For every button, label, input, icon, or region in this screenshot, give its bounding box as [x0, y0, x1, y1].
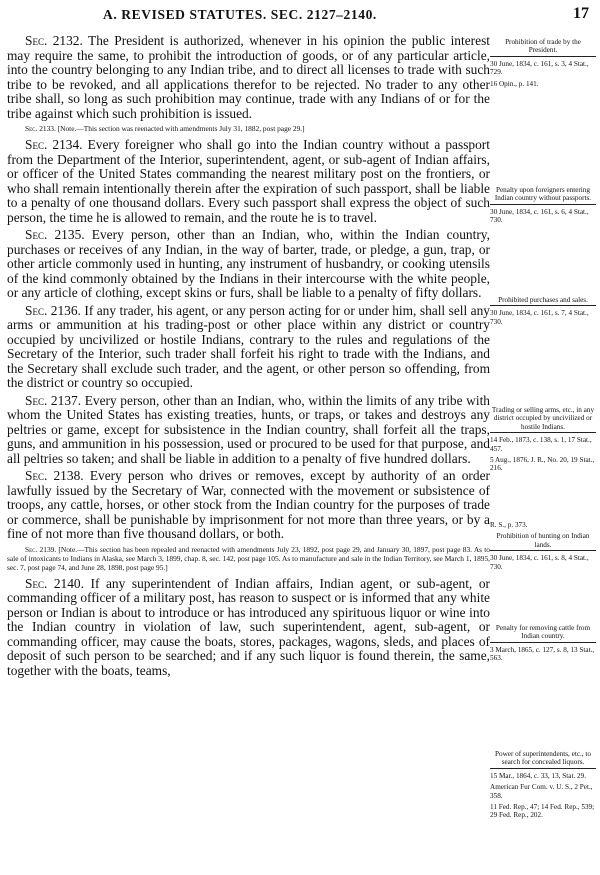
running-title: A. REVISED STATUTES. SEC. 2127–2140.	[103, 7, 377, 22]
margin-note-prohibited-purchases	[490, 296, 596, 329]
note-text: [Note.—This section has been repealed and reenacted with amendments July 23, 1892, post page 29, and January 30, 1897, post page 83. As to sale of intoxicants to Indians in Alaska, see March 3, 1899, chap. 8, sec. 142, post page 105. As to manufacture and sale in the Indian Territory, see March 1, 1895, sec. 7, post page 74, and June 28, 1898, post page 95.]	[7, 544, 490, 572]
margin-citation: 30 June, 1834, c. 161, s. 6, 4 Stat., 730.	[490, 207, 589, 225]
section-2140	[7, 577, 490, 679]
margin-citation: 30 June, 1834, c. 161, s. 7, 4 Stat., 730.	[490, 309, 589, 326]
margin-note-selling-arms	[490, 406, 596, 476]
margin-reference: R. S., p. 373.	[490, 521, 528, 529]
note-label: Sec. 2133.	[25, 124, 56, 133]
margin-heading: Prohibited purchases and sales.	[490, 296, 596, 306]
note-text: [Note.—This section was reenacted with amendments July 31, 1882, post page 29.]	[57, 124, 305, 133]
margin-citation: 15 Mar., 1864, c. 33, 13, Stat. 29.	[490, 771, 587, 780]
margin-heading: Prohibition of hunting on Indian lands.	[490, 532, 596, 551]
section-label: Sec. 2137.	[25, 392, 82, 408]
section-label: Sec. 2136.	[25, 302, 81, 318]
running-header	[0, 4, 600, 26]
section-2134	[7, 138, 490, 225]
margin-citation: American Fur Com. v. U. S., 2 Pet., 358.	[490, 783, 593, 800]
margin-heading: Penalty for removing cattle from Indian country.	[490, 624, 596, 643]
section-2139-note	[7, 545, 490, 572]
section-label: Sec. 2132.	[25, 33, 83, 48]
section-text: Every person who drives or removes, except by authority of an order lawfully issued by the Secretary of War, connected with the movement or subsistence of troops, any cattle, horses, or other stock from the Indian country for the purposes of trade or commerce, shall be punishable by imprisonment for not more than three years, or by a fine of not more than five thousand dollars, or both.	[7, 468, 490, 541]
section-2138	[7, 469, 490, 542]
section-2133-note	[7, 124, 490, 133]
margin-citation: 5 Aug., 1876, J. R., No. 20, 19 Stat., 216.	[490, 456, 595, 473]
margin-note-search-liquors	[490, 750, 596, 823]
section-2136	[7, 304, 490, 391]
margin-citation: 14 Feb., 1873, c. 138, s. 1, 17 Stat., 457.	[490, 436, 592, 453]
section-text: The President is authorized, whenever in his opinion the public interest may require the same, to prohibit the introduction of goods, or of any particular article, into the country belonging to any Indian tribe, and to direct all licenses to trade with such tribe to be revoked, and all applications therefor to be rejected. No trader to any other tribe shall, so long as such prohibition may continue, trade with any Indians of or for the tribe against which such prohibition is issued.	[7, 33, 490, 121]
margin-citation: 3 March, 1865, c. 127, s. 8, 13 Stat., 563.	[490, 645, 595, 663]
margin-citation: 11 Fed. Rep., 47; 14 Fed. Rep., 539; 29 Fed. Rep., 202.	[490, 803, 595, 820]
margin-citation: 16 Opin., p. 141.	[490, 79, 539, 88]
margin-citation: 30 June, 1834, c. 161, s. 8, 4 Stat., 730.	[490, 554, 589, 571]
margin-heading: Prohibition of trade by the President.	[490, 38, 596, 57]
margin-note-hunting	[490, 521, 596, 574]
section-label: Sec. 2135.	[25, 227, 85, 242]
margin-note-trade-prohibition	[490, 38, 596, 91]
section-text: If any trader, his agent, or any person acting for or under him, shall sell any arms or ammunition at his trading-post or other place within any district or country occupied by uncivilized or hostile Indians, contrary to the rules and regulations of the Secretary of the Interior, such trader shall forfeit his right to trade with the Indians, and the Secretary shall exclude such trader, and the agent, or other person so offending, from the district or country so occupied.	[7, 302, 490, 390]
margin-heading: Penalty upon foreigners entering Indian country without passports.	[490, 186, 596, 205]
section-2135	[7, 228, 490, 301]
margin-heading: Power of superintendents, etc., to search for concealed liquors.	[490, 750, 596, 769]
section-text: Every person, other than an Indian, who, within the Indian country, purchases or receives of any Indian, in the way of barter, trade, or pledge, a gun, trap, or other article commonly used in hunting, any instrument of husbandry, or cooking utensils of the kind commonly obtained by the Indians in their intercourse with the white people, or any article of clothing, except skins or furs, shall be liable to a penalty of fifty dollars.	[7, 227, 490, 300]
section-label: Sec. 2140.	[25, 575, 84, 591]
margin-note-removing-cattle	[490, 624, 596, 666]
section-text: Every person, other than an Indian, who, within the limits of any tribe with whom the United States has existing treaties, hunts, or traps, or takes and destroys any peltries or game, except for subsistence in the Indian country, shall forfeit all the traps, guns, and ammunition in his possession, used or procured to be used for that purpose, and all peltries so taken; and shall be liable in addition to a penalty of five hundred dollars.	[7, 392, 490, 466]
page-number: 17	[573, 5, 589, 22]
statute-body	[7, 34, 490, 681]
margin-heading: Trading or selling arms, etc., in any district occupied by uncivilized or hostile Indians.	[490, 406, 596, 433]
section-2132	[7, 34, 490, 121]
section-text: If any superintendent of Indian affairs, Indian agent, or sub-agent, or commanding officer of a military post, has reason to suspect or is informed that any white person or Indian is about to introduce or has introduced any spirituous liquor or wine into the Indian country in violation of law, such superintendent, agent, sub-agent, or commanding officer, may cause the boats, stores, packages, wagons, sleds, and places of deposit of such person to be searched; and if any such liquor is found therein, the same, together with the boats, teams,	[7, 575, 490, 678]
margin-citation: 30 June, 1834, c. 161, s. 3, 4 Stat., 729.	[490, 59, 589, 77]
section-label: Sec. 2138.	[25, 468, 84, 483]
note-label: Sec. 2139.	[25, 544, 57, 554]
section-text: Every foreigner who shall go into the Indian country without a passport from the Department of the Interior, superintendent, agent, or sub-agent of Indian affairs, or officer of the United States commanding the nearest military post on the frontiers, or who shall remain intentionally therein after the expiration of such passport, shall be liable to a penalty of one thousand dollars. Every such passport shall express the object of such person, the time he is allowed to remain, and the route he is to travel.	[7, 137, 490, 225]
section-label: Sec. 2134.	[25, 137, 83, 152]
section-2137	[7, 394, 490, 467]
margin-note-foreigners-passports	[490, 186, 596, 228]
